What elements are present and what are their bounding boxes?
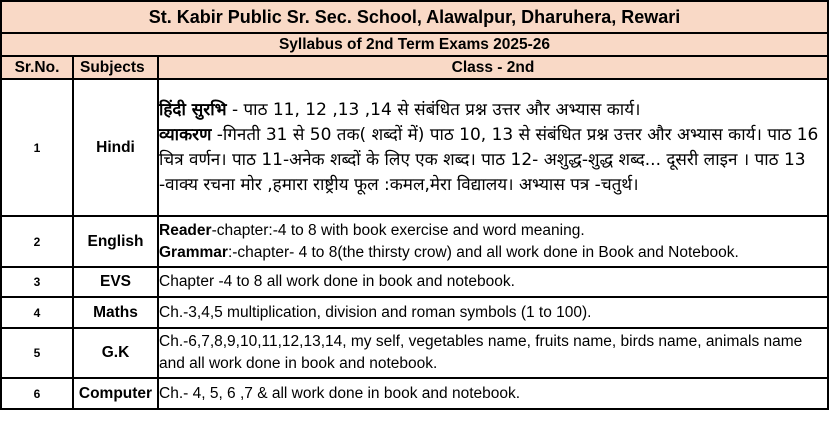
section-label: व्याकरण — [159, 125, 212, 145]
subject-cell: English — [73, 216, 158, 267]
table-row-computer — [1, 378, 828, 409]
sr-cell: 2 — [1, 216, 73, 267]
subject-cell: Hindi — [73, 79, 158, 216]
syllabus-cell — [158, 79, 828, 216]
subject-cell: EVS — [73, 267, 158, 297]
sr-cell: 4 — [1, 297, 73, 328]
table-row-gk — [1, 328, 828, 378]
sr-cell: 3 — [1, 267, 73, 297]
subject-cell: Maths — [73, 297, 158, 328]
sr-cell: 5 — [1, 328, 73, 378]
section-label: हिंदी सुरभि — [159, 100, 227, 120]
table-row-english — [1, 216, 828, 267]
subject-cell: Computer — [73, 378, 158, 409]
section-label: Grammar — [159, 243, 228, 261]
school-name-row — [1, 1, 828, 33]
section-text: - पाठ 11, 12 ,13 ,14 से संबंधित प्रश्न उत्तर और अभ्यास कार्य। — [226, 100, 641, 120]
syllabus-cell: Ch.- 4, 5, 6 ,7 & all work done in book and notebook. — [158, 378, 828, 409]
syllabus-cell: Chapter -4 to 8 all work done in book and notebook. — [158, 267, 828, 297]
school-name: St. Kabir Public Sr. Sec. School, Alawalpur, Dharuhera, Rewari — [1, 1, 828, 33]
section-text: -chapter:-4 to 8 with book exercise and word meaning. — [211, 221, 585, 239]
section-label: Reader — [159, 221, 212, 239]
table-row-maths — [1, 297, 828, 328]
sr-cell: 1 — [1, 79, 73, 216]
syllabus-cell: Ch.-6,7,8,9,10,11,12,13,14, my self, vegetables name, fruits name, birds name, animals name and all work done in book and notebook. — [158, 328, 828, 378]
subject-cell: G.K — [73, 328, 158, 378]
syllabus-cell: Ch.-3,4,5 multiplication, division and roman symbols (1 to 100). — [158, 297, 828, 328]
header-subjects: Subjects — [73, 56, 158, 79]
exam-title-row — [1, 33, 828, 56]
exam-title: Syllabus of 2nd Term Exams 2025-26 — [1, 33, 828, 56]
table-row-evs — [1, 267, 828, 297]
column-header-row — [1, 56, 828, 79]
header-class: Class - 2nd — [158, 56, 828, 79]
section-text: -गिनती 31 से 50 तक( शब्दों में) पाठ 10, 13 से संबंधित प्रश्न उत्तर और अभ्यास कार्य। पाठ 16 चित्र वर्णन। पाठ 11-अनेक शब्दों के लिए एक शब्द। पाठ 12- अशुद्ध-शुद्ध शब्द... दूसरी लाइन । पाठ 13 -वाक्य रचना मोर ,हमारा राष्ट्रीय फूल :कमल,मेरा विद्यालय। अभ्यास पत्र -चतुर्थ। — [159, 125, 819, 195]
table-row-hindi — [1, 79, 828, 216]
header-sr-no: Sr.No. — [1, 56, 73, 79]
syllabus-cell — [158, 216, 828, 267]
sr-cell: 6 — [1, 378, 73, 409]
section-text: :-chapter- 4 to 8(the thirsty crow) and all work done in Book and Notebook. — [227, 243, 739, 261]
